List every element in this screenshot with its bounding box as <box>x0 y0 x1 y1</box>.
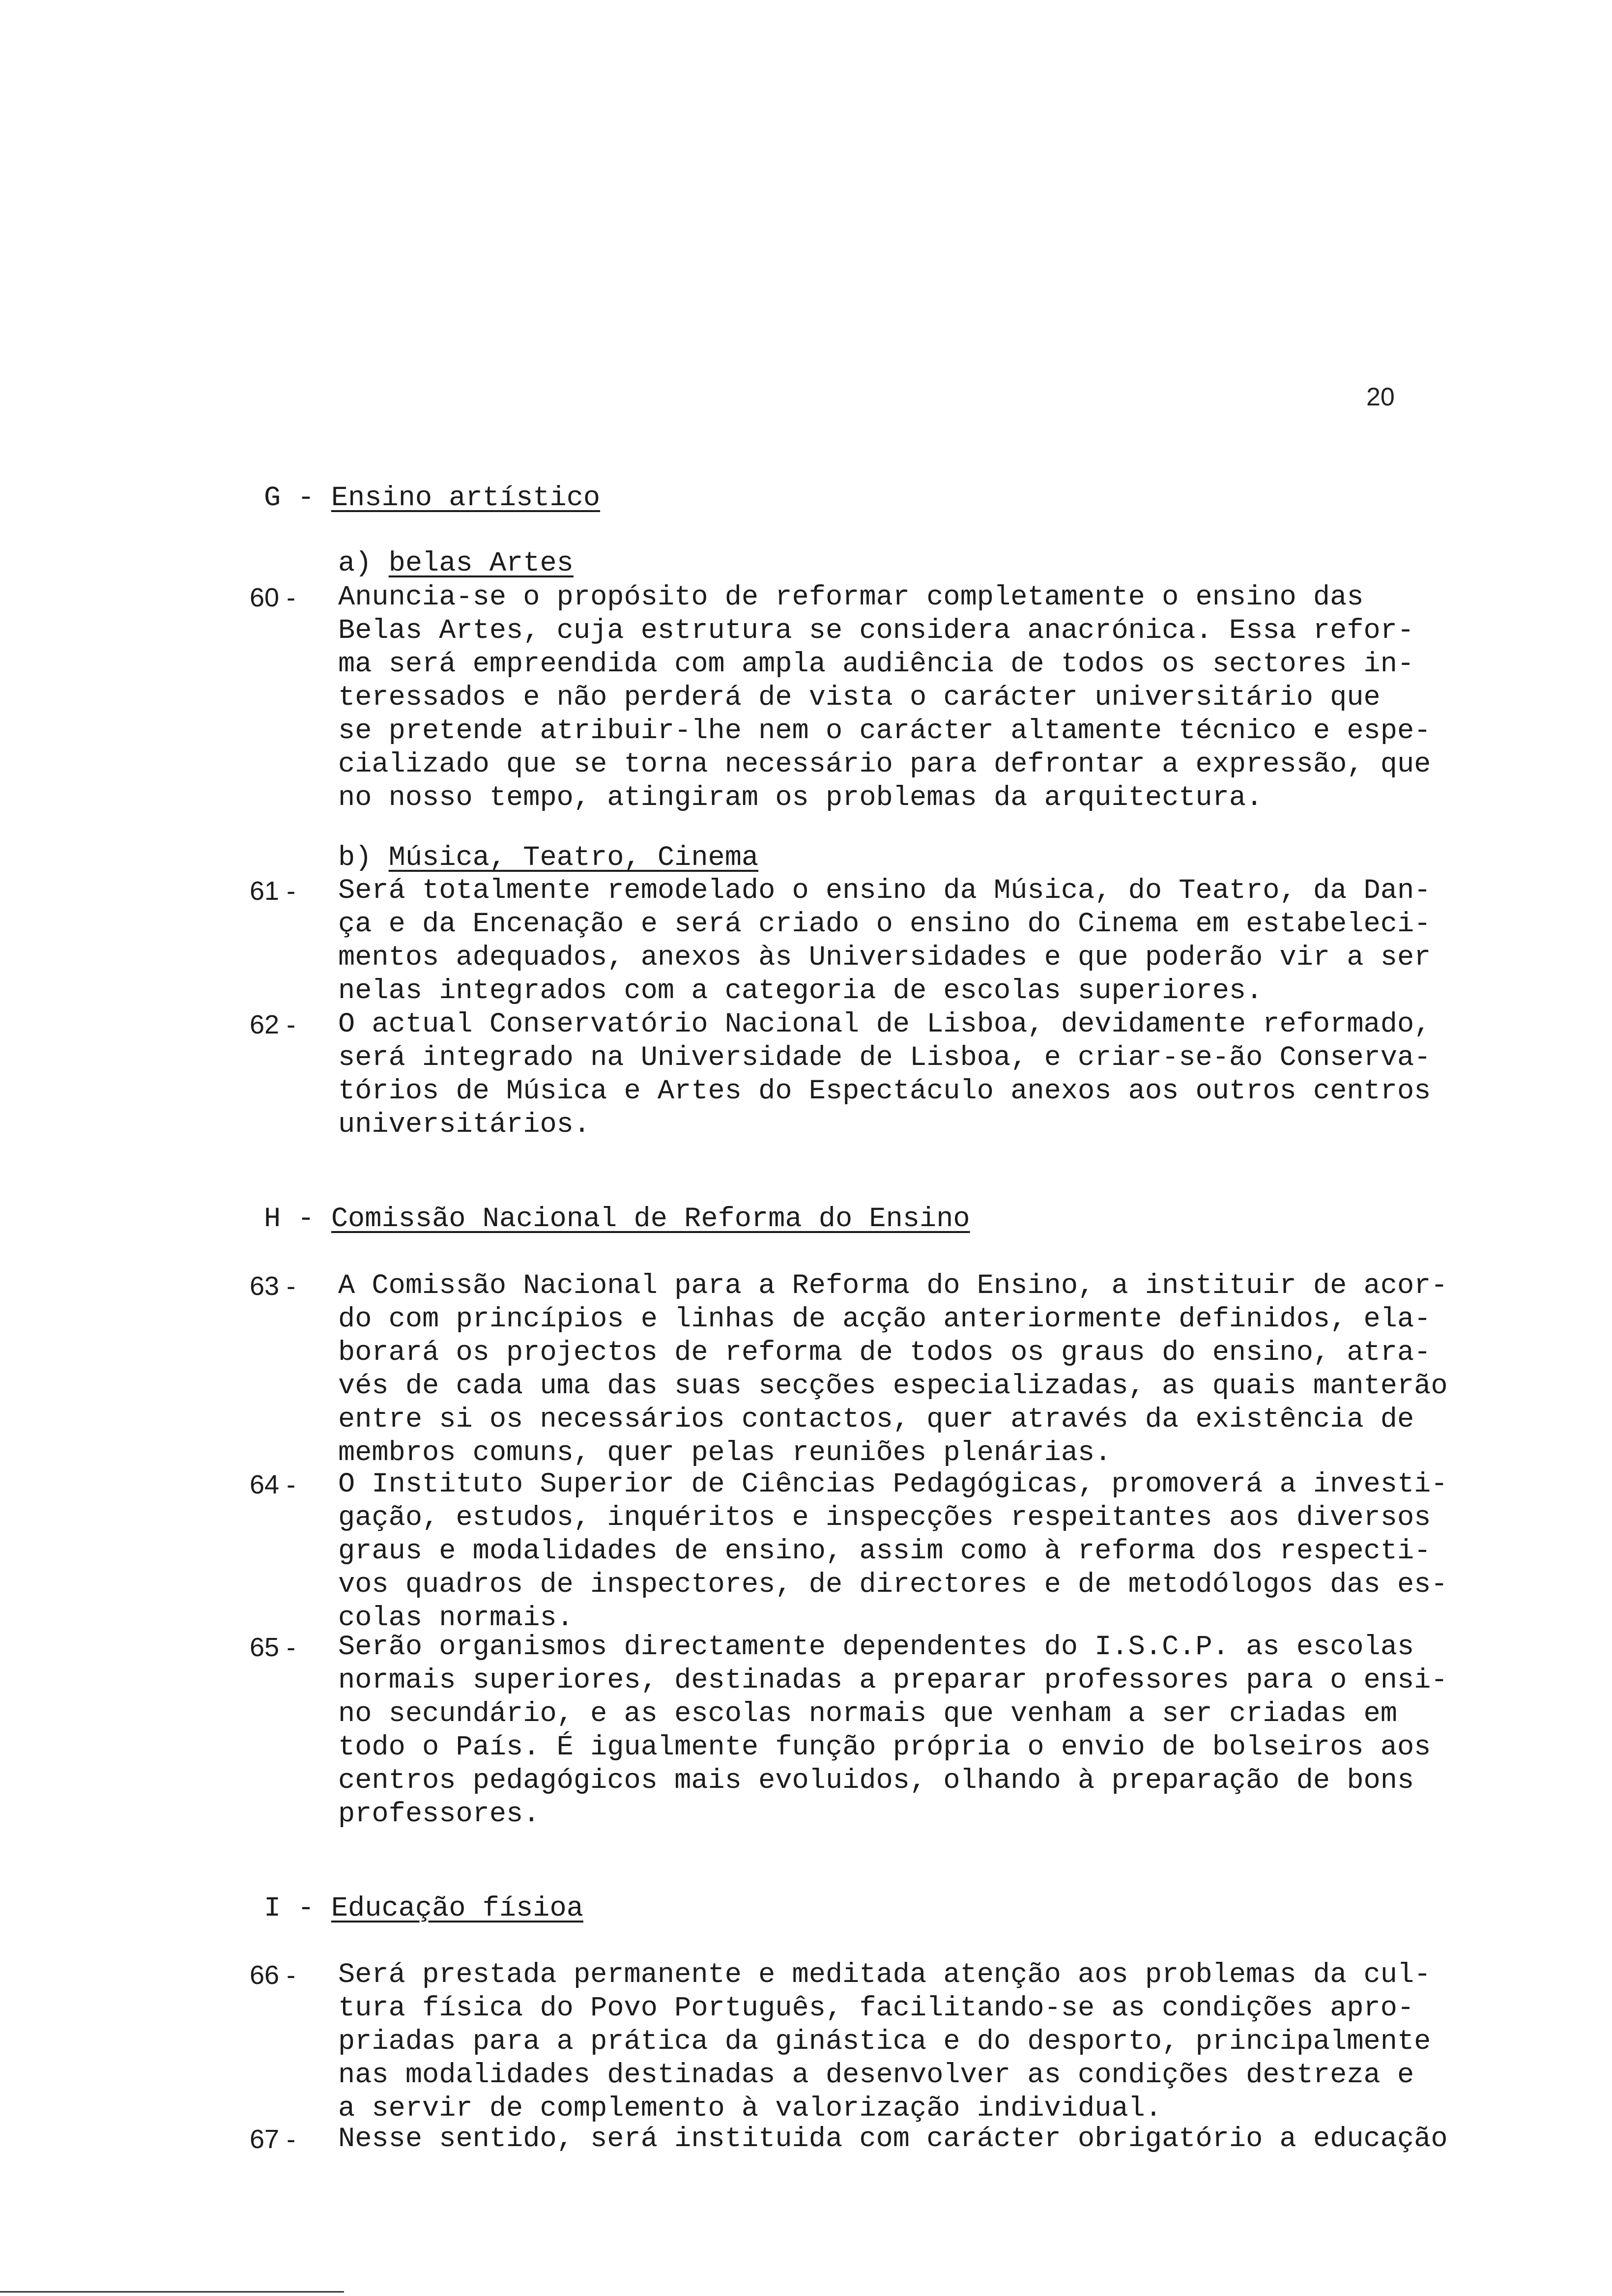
subsection-heading-musica-teatro-cinema <box>338 841 758 875</box>
paragraph-number: 65 - <box>250 1633 296 1662</box>
text-line: nas modalidades destinadas a desenvolver as condições destreza e <box>338 2060 1414 2091</box>
text-line: cializado que se torna necessário para defrontar a expressão, que <box>338 749 1431 780</box>
section-heading-i <box>264 1892 583 1925</box>
text-line: se pretende atribuir-lhe nem o carácter altamente técnico e espe- <box>338 716 1431 747</box>
paragraph-number: 62 - <box>250 1010 296 1039</box>
text-line: centros pedagógicos mais evoluidos, olhando à preparação de bons <box>338 1765 1414 1797</box>
section-title: Ensino artístico <box>331 483 601 514</box>
section-prefix: H - <box>264 1204 331 1235</box>
text-line: Anuncia-se o propósito de reformar completamente o ensino das <box>338 582 1364 613</box>
text-line: Será prestada permanente e meditada atenção aos problemas da cul- <box>338 1959 1431 1991</box>
paragraph-number: 60 - <box>250 583 296 612</box>
text-line: vos quadros de inspectores, de directores e de metodólogos das es- <box>338 1569 1448 1601</box>
text-line: ma será empreendida com ampla audiência de todos os sectores in- <box>338 649 1414 680</box>
paragraph-number: 63 - <box>250 1271 296 1301</box>
paragraph-number: 61 - <box>250 876 296 906</box>
text-line: nelas integrados com a categoria de escolas superiores. <box>338 976 1263 1007</box>
section-prefix: I - <box>264 1893 331 1924</box>
paragraph-number: 64 - <box>250 1470 296 1499</box>
text-line: Nesse sentido, será instituida com carácter obrigatório a educação <box>338 2124 1448 2155</box>
text-line: borará os projectos de reforma de todos os graus do ensino, atra- <box>338 1337 1431 1369</box>
text-line: será integrado na Universidade de Lisboa, e criar-se-ão Conserva- <box>338 1042 1431 1074</box>
text-line: Serão organismos directamente dependentes do I.S.C.P. as escolas <box>338 1632 1414 1663</box>
text-line: gação, estudos, inquéritos e inspecções respeitantes aos diversos <box>338 1502 1431 1534</box>
subsection-title: belas Artes <box>388 548 574 579</box>
text-line: universitários. <box>338 1109 591 1141</box>
text-line: do com princípios e linhas de acção anteriormente definidos, ela- <box>338 1304 1431 1335</box>
subsection-heading-belas-artes <box>338 547 574 580</box>
section-heading-h <box>264 1203 970 1236</box>
text-line: teressados e não perderá de vista o carácter universitário que <box>338 682 1381 714</box>
paragraph-number: 66 - <box>250 1960 296 1990</box>
text-line: O Instituto Superior de Ciências Pedagógicas, promoverá a investi- <box>338 1469 1448 1500</box>
text-line: professores. <box>338 1799 540 1830</box>
section-heading-g <box>264 482 600 515</box>
subsection-prefix: b) <box>338 842 389 874</box>
text-line: vés de cada uma das suas secções especializadas, as quais manterão <box>338 1371 1448 1402</box>
paragraph-number: 67 - <box>250 2124 296 2154</box>
text-line: tura física do Povo Português, facilitando-se as condições apro- <box>338 1993 1414 2024</box>
text-line: membros comuns, quer pelas reuniões plenárias. <box>338 1437 1112 1469</box>
section-prefix: G - <box>264 483 331 514</box>
page-number: 20 <box>1366 383 1395 411</box>
text-line: ça e da Encenação e será criado o ensino do Cinema em estabeleci- <box>338 909 1431 940</box>
subsection-title: Música, Teatro, Cinema <box>388 842 759 874</box>
text-line: entre si os necessários contactos, quer através da existência de <box>338 1404 1414 1435</box>
text-line: priadas para a prática da ginástica e do desporto, principalmente <box>338 2026 1431 2058</box>
text-line: A Comissão Nacional para a Reforma do Ensino, a instituir de acor- <box>338 1270 1448 1302</box>
text-line: mentos adequados, anexos às Universidades e que poderão vir a ser <box>338 942 1431 974</box>
text-line: O actual Conservatório Nacional de Lisboa, devidamente reformado, <box>338 1009 1431 1040</box>
text-line: Belas Artes, cuja estrutura se considera anacrónica. Essa refor- <box>338 615 1414 647</box>
text-line: no nosso tempo, atingiram os problemas da arquitectura. <box>338 782 1263 814</box>
text-line: colas normais. <box>338 1603 574 1634</box>
section-title: Educação físioa <box>331 1893 583 1924</box>
subsection-prefix: a) <box>338 548 389 579</box>
text-line: tórios de Música e Artes do Espectáculo anexos aos outros centros <box>338 1076 1431 1107</box>
text-line: todo o País. É igualmente função própria o envio de bolseiros aos <box>338 1732 1431 1763</box>
text-line: normais superiores, destinadas a preparar professores para o ensi- <box>338 1665 1448 1696</box>
text-line: Será totalmente remodelado o ensino da Música, do Teatro, da Dan- <box>338 875 1431 907</box>
text-line: no secundário, e as escolas normais que venham a ser criadas em <box>338 1698 1397 1730</box>
text-line: a servir de complemento à valorização individual. <box>338 2093 1162 2124</box>
section-title: Comissão Nacional de Reforma do Ensino <box>331 1204 970 1235</box>
page-bottom-rule <box>0 2291 344 2293</box>
text-line: graus e modalidades de ensino, assim como à reforma dos respecti- <box>338 1536 1431 1567</box>
